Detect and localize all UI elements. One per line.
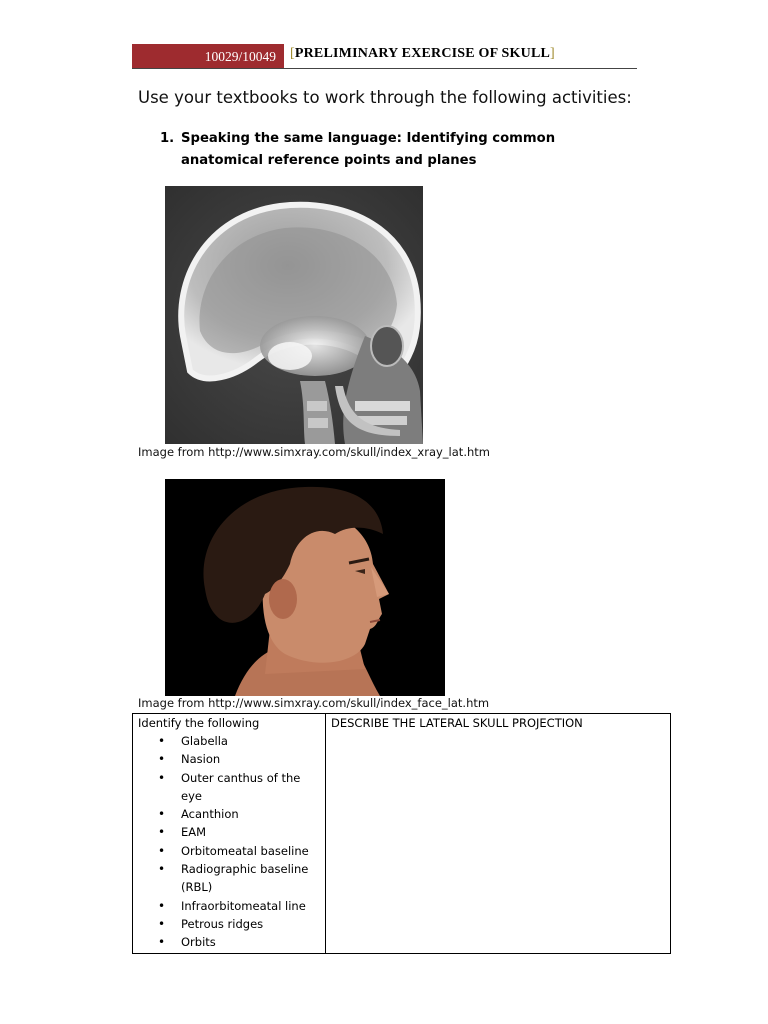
identify-cell — [133, 714, 326, 954]
worksheet-table — [132, 713, 671, 954]
list-item: • Acanthion — [181, 805, 320, 823]
header-divider — [132, 68, 637, 69]
header-title — [290, 46, 555, 62]
identify-heading: Identify the following — [138, 716, 260, 730]
describe-heading: DESCRIBE THE LATERAL SKULL PROJECTION — [331, 716, 583, 730]
xray-image-caption: Image from http://www.simxray.com/skull/index_xray_lat.htm — [138, 445, 490, 459]
face-profile-image — [165, 479, 445, 696]
header-bracket-close: ] — [550, 46, 555, 61]
list-item: • Nasion — [181, 750, 320, 768]
intro-text: Use your textbooks to work through the following activities: — [138, 88, 632, 107]
table-row — [133, 714, 671, 954]
list-item: • Petrous ridges — [181, 915, 320, 933]
list-item: • EAM — [181, 823, 320, 841]
face-image-caption: Image from http://www.simxray.com/skull/index_face_lat.htm — [138, 696, 490, 710]
header-code-bar — [132, 44, 284, 69]
list-item: • Outer canthus of the eye — [181, 769, 320, 806]
header-title-text: PRELIMINARY EXERCISE OF SKULL — [294, 46, 551, 61]
list-item: • Orbitomeatal baseline — [181, 842, 320, 860]
landmark-list — [138, 732, 320, 952]
activity-title: Speaking the same language: Identifying common anatomical reference points and planes — [181, 131, 556, 168]
header-code: 10029/10049 — [204, 48, 276, 64]
list-item: • Radiographic baseline (RBL) — [181, 860, 320, 897]
list-item: • Orbits — [181, 933, 320, 951]
activity-number: 1. — [160, 131, 175, 146]
describe-cell[interactable] — [326, 714, 671, 954]
activity-heading — [160, 128, 630, 172]
list-item: • Infraorbitomeatal line — [181, 897, 320, 915]
skull-xray-image — [165, 186, 423, 444]
header-bracket-open: [ — [290, 46, 295, 61]
list-item: • Glabella — [181, 732, 320, 750]
